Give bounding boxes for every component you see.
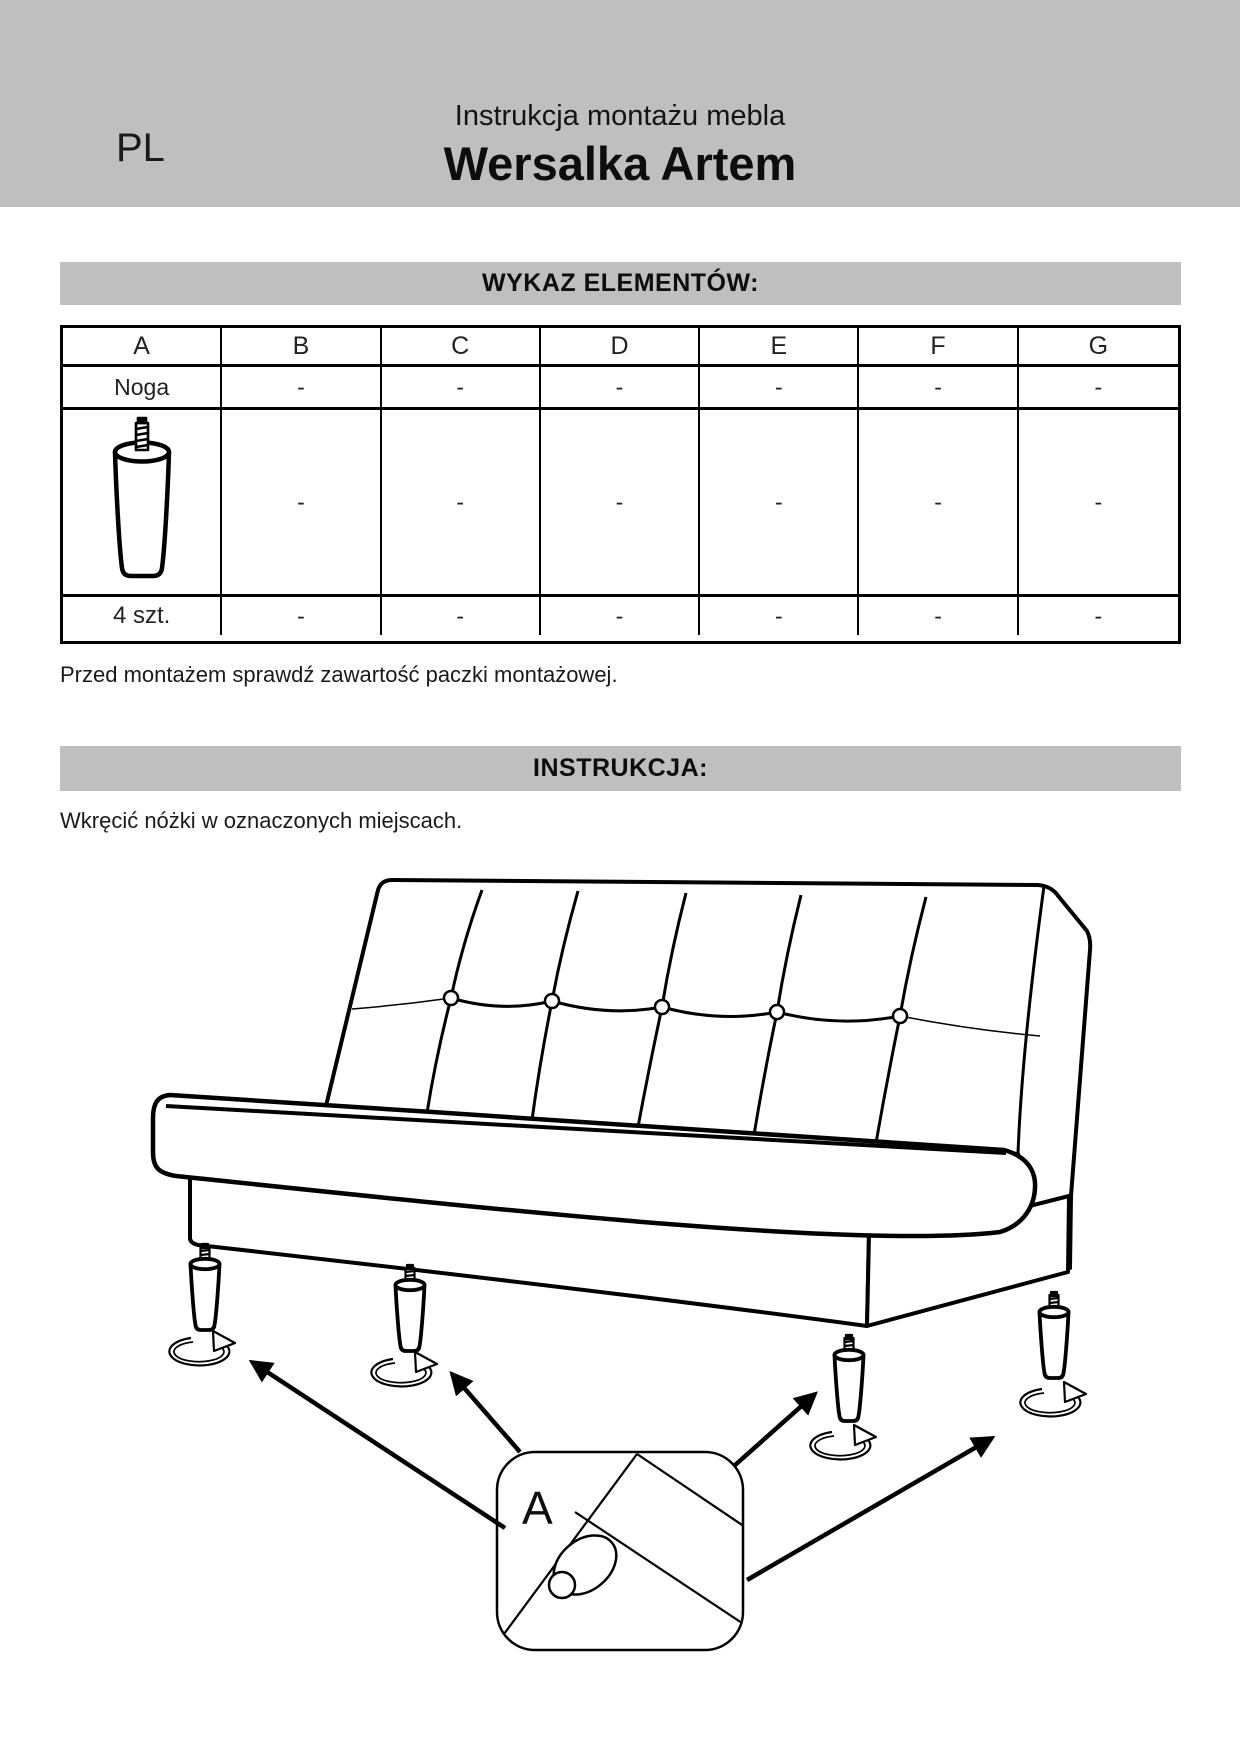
detail-callout-box — [497, 1452, 748, 1650]
leg-mid-left — [396, 1265, 425, 1351]
empty-cell: - — [541, 597, 700, 635]
parts-section-heading — [60, 262, 1181, 305]
part-quantity-cell: 4 szt. — [63, 597, 222, 635]
rotate-arrow-icon — [169, 1331, 235, 1365]
document-subtitle: Instrukcja montażu mebla — [454, 100, 786, 132]
empty-cell: - — [382, 367, 541, 410]
instruction-heading-label: INSTRUKCJA: — [533, 754, 708, 782]
empty-cell: - — [382, 410, 541, 597]
instruction-step-text: Wkręcić nóżki w oznaczonych miejscach. — [60, 808, 463, 833]
leg-mid-right — [835, 1335, 864, 1421]
empty-cell: - — [222, 367, 381, 410]
empty-cell: - — [859, 597, 1018, 635]
empty-cell: - — [382, 597, 541, 635]
detail-label: A — [522, 1482, 553, 1534]
empty-cell: - — [700, 597, 859, 635]
pre-assembly-note: Przed montażem sprawdź zawartość paczki montażowej. — [60, 662, 618, 687]
rotate-arrow-icon — [810, 1425, 876, 1459]
col-header-d: D — [541, 328, 700, 367]
empty-cell: - — [700, 367, 859, 410]
leg-icon — [101, 416, 183, 588]
empty-cell: - — [541, 410, 700, 597]
instruction-section-heading — [60, 746, 1181, 791]
sofa-assembly-illustration — [120, 860, 1120, 1680]
parts-table — [60, 325, 1181, 644]
sofa-drawing — [153, 880, 1090, 1326]
empty-cell: - — [541, 367, 700, 410]
parts-heading-label: WYKAZ ELEMENTÓW: — [482, 269, 759, 297]
empty-cell: - — [1019, 367, 1178, 410]
col-header-g: G — [1019, 328, 1178, 367]
empty-cell: - — [222, 410, 381, 597]
header-band — [0, 0, 1240, 207]
col-header-f: F — [859, 328, 1018, 367]
empty-cell: - — [1019, 410, 1178, 597]
leg-back-right — [1040, 1292, 1069, 1378]
part-image-cell — [63, 410, 222, 597]
empty-cell: - — [222, 597, 381, 635]
language-code: PL — [116, 126, 165, 170]
leg-front-left — [191, 1244, 220, 1330]
col-header-c: C — [382, 328, 541, 367]
rotate-arrow-icon — [371, 1352, 437, 1386]
rotate-arrow-icon — [1020, 1382, 1086, 1416]
col-header-b: B — [222, 328, 381, 367]
col-header-a: A — [63, 328, 222, 367]
empty-cell: - — [1094, 602, 1103, 629]
empty-cell: - — [700, 410, 859, 597]
empty-cell: - — [859, 367, 1018, 410]
empty-cell: - — [859, 410, 1018, 597]
part-name-cell: Noga — [63, 367, 222, 410]
col-header-e: E — [700, 328, 859, 367]
page-title: Wersalka Artem — [443, 137, 797, 190]
